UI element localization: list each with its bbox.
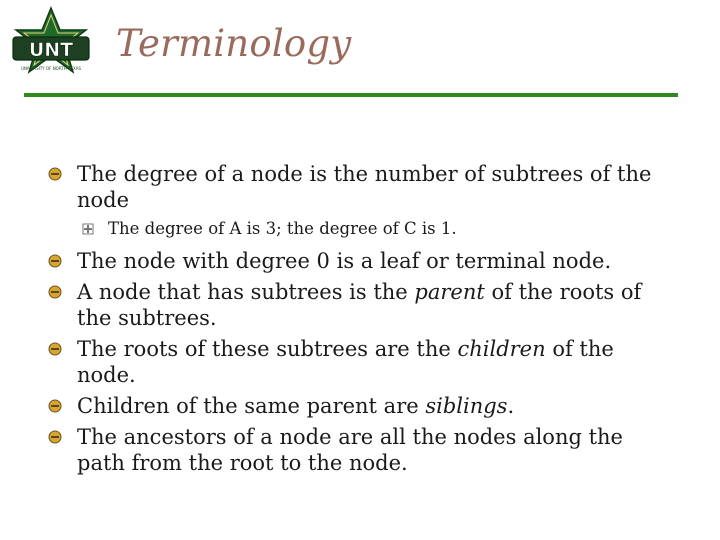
bullet-item (48, 161, 668, 213)
bullet-text: The degree of a node is the number of subtrees of the node (77, 162, 652, 212)
bullet-text-post: of the node. (77, 337, 614, 387)
bullet-list (48, 161, 668, 481)
bullet-icon (48, 167, 62, 181)
bullet-icon (48, 254, 62, 268)
bullet-text-pre: A node that has subtrees is the (77, 280, 415, 304)
bullet-item (48, 393, 668, 419)
logo-subtext: UNIVERSITY OF NORTH TEXAS (20, 66, 82, 71)
sub-bullet-text: The degree of A is 3; the degree of C is 1. (108, 219, 457, 238)
bullet-icon (48, 399, 62, 413)
bullet-text-post: . (507, 394, 515, 418)
term-siblings: siblings (425, 394, 508, 418)
title-divider (24, 93, 678, 97)
term-children: children (457, 337, 546, 361)
bullet-text-post: of the roots of the subtrees. (77, 280, 642, 330)
sub-bullet-icon (82, 223, 94, 235)
bullet-item (48, 424, 668, 476)
bullet-text: The ancestors of a node are all the nodes along the path from the root to the node. (77, 425, 623, 475)
unt-logo (10, 6, 92, 80)
bullet-text: The node with degree 0 is a leaf or terminal node. (77, 249, 612, 273)
term-parent: parent (414, 280, 485, 304)
bullet-icon (48, 285, 62, 299)
bullet-item (48, 279, 668, 331)
bullet-item (48, 336, 668, 388)
logo-text: UNT (28, 39, 74, 61)
bullet-text-pre: Children of the same parent are (77, 394, 426, 418)
bullet-text-pre: The roots of these subtrees are the (77, 337, 458, 361)
bullet-icon (48, 430, 62, 444)
slide-title: Terminology (116, 22, 352, 65)
bullet-item (48, 248, 668, 274)
sub-bullet-item (48, 218, 668, 240)
bullet-icon (48, 342, 62, 356)
